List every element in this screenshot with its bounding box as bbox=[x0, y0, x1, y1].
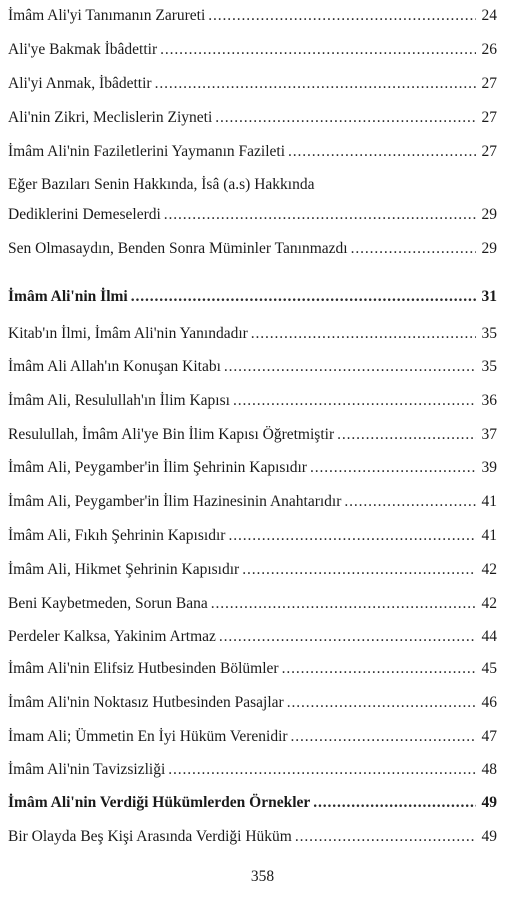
toc-entry bbox=[8, 693, 497, 713]
toc-leader-dots bbox=[288, 142, 476, 162]
toc-entry-page: 27 bbox=[481, 109, 497, 126]
toc-entry-title: Sen Olmasaydın, Benden Sonra Müminler Tanınmazdı bbox=[8, 240, 348, 257]
toc-entry bbox=[8, 659, 497, 679]
toc-entry-title: İmâm Ali, Hikmet Şehrinin Kapısıdır bbox=[8, 561, 240, 578]
toc-entry bbox=[8, 391, 497, 411]
toc-entry-title: İmâm Ali'nin Tavizsizliği bbox=[8, 761, 166, 778]
toc-entry-title: Ali'nin Zikri, Meclislerin Ziyneti bbox=[8, 109, 213, 126]
toc-entry-page: 45 bbox=[481, 660, 497, 677]
toc-entry bbox=[8, 324, 497, 344]
toc-entry bbox=[8, 727, 497, 747]
toc-entry-page: 46 bbox=[481, 694, 497, 711]
toc-leader-dots bbox=[215, 108, 476, 128]
toc-entry-page: 41 bbox=[481, 493, 497, 510]
toc-entry-first-line bbox=[8, 175, 497, 195]
toc-entry-page: 42 bbox=[481, 595, 497, 612]
toc-leader-dots bbox=[224, 357, 476, 377]
toc-entry bbox=[8, 74, 497, 94]
toc-entry bbox=[8, 6, 497, 26]
toc-entry-title: İmâm Ali, Resulullah'ın İlim Kapısı bbox=[8, 392, 230, 409]
toc-entry-title: İmam Ali; Ümmetin En İyi Hüküm Verenidir bbox=[8, 728, 288, 745]
toc-entry-title: Dediklerini Demeselerdi bbox=[8, 206, 161, 223]
toc-entry bbox=[8, 239, 497, 259]
toc-entry bbox=[8, 594, 497, 614]
toc-entry bbox=[8, 627, 497, 647]
toc-entry-title: Ali'ye Bakmak İbâdettir bbox=[8, 41, 158, 58]
toc-entry-page: 24 bbox=[481, 7, 497, 24]
toc-entry-page: 49 bbox=[481, 828, 497, 845]
toc-entry-title: Perdeler Kalksa, Yakinim Artmaz bbox=[8, 628, 216, 645]
toc-entry bbox=[8, 357, 497, 377]
toc-leader-dots bbox=[351, 239, 476, 259]
page-number: 358 bbox=[250, 868, 275, 885]
toc-leader-dots bbox=[295, 827, 476, 847]
toc-entry-page: 48 bbox=[481, 761, 497, 778]
toc-leader-dots bbox=[242, 560, 476, 580]
toc-entry-page: 27 bbox=[481, 75, 497, 92]
toc-entry bbox=[8, 560, 497, 580]
toc-leader-dots bbox=[344, 492, 476, 512]
toc-leader-dots bbox=[287, 693, 476, 713]
toc-leader-dots bbox=[310, 458, 476, 478]
toc-entry bbox=[8, 40, 497, 60]
toc-entry-title: İmâm Ali'nin Faziletlerini Yaymanın Fazileti bbox=[8, 143, 286, 160]
toc-entry-page: 35 bbox=[481, 358, 497, 375]
toc-entry-page: 36 bbox=[481, 392, 497, 409]
toc-entry-page: 27 bbox=[481, 143, 497, 160]
toc-entry-page: 49 bbox=[481, 794, 497, 811]
toc-entry-page: 44 bbox=[481, 628, 497, 645]
toc-entry-title: İmâm Ali, Peygamber'in İlim Şehrinin Kapısıdır bbox=[8, 459, 307, 476]
toc-entry-title: Beni Kaybetmeden, Sorun Bana bbox=[8, 595, 208, 612]
toc-leader-dots bbox=[160, 40, 476, 60]
toc-leader-dots bbox=[208, 6, 476, 26]
toc-section-heading bbox=[8, 287, 497, 307]
toc-entry-title: İmâm Ali, Fıkıh Şehrinin Kapısıdır bbox=[8, 527, 226, 544]
toc-entry bbox=[8, 492, 497, 512]
toc-entry bbox=[8, 425, 497, 445]
toc-leader-dots bbox=[233, 391, 476, 411]
toc-entry-title: İmâm Ali'yi Tanımanın Zarureti bbox=[8, 7, 206, 24]
toc-leader-dots bbox=[251, 324, 476, 344]
toc-entry bbox=[8, 142, 497, 162]
toc-entry-title: İmâm Ali'nin İlmi bbox=[8, 288, 128, 305]
toc-leader-dots bbox=[291, 727, 476, 747]
toc-leader-dots bbox=[337, 425, 476, 445]
toc-entry-page: 39 bbox=[481, 459, 497, 476]
toc-entry bbox=[8, 205, 497, 225]
toc-entry-title: Eğer Bazıları Senin Hakkında, İsâ (a.s) Hakkında bbox=[8, 176, 315, 193]
toc-entry-page: 31 bbox=[481, 288, 497, 305]
toc-entry-title: Resulullah, İmâm Ali'ye Bin İlim Kapısı Öğretmiştir bbox=[8, 426, 335, 443]
toc-entry bbox=[8, 760, 497, 780]
toc-entry-page: 29 bbox=[481, 206, 497, 223]
toc-entry bbox=[8, 827, 497, 847]
toc-section-heading bbox=[8, 793, 497, 813]
toc-leader-dots bbox=[131, 287, 476, 307]
toc-entry-page: 42 bbox=[481, 561, 497, 578]
toc-entry-title: İmâm Ali, Peygamber'in İlim Hazinesinin Anahtarıdır bbox=[8, 493, 342, 510]
toc-entry-title: Ali'yi Anmak, İbâdettir bbox=[8, 75, 152, 92]
toc-leader-dots bbox=[219, 627, 476, 647]
toc-leader-dots bbox=[164, 205, 476, 225]
toc-entry-title: İmâm Ali'nin Elifsiz Hutbesinden Bölümler bbox=[8, 660, 279, 677]
toc-leader-dots bbox=[282, 659, 476, 679]
toc-entry-page: 47 bbox=[481, 728, 497, 745]
toc-entry-page: 35 bbox=[481, 325, 497, 342]
toc-leader-dots bbox=[211, 594, 476, 614]
toc-entry-title: İmâm Ali'nin Noktasız Hutbesinden Pasajlar bbox=[8, 694, 284, 711]
toc-entry bbox=[8, 108, 497, 128]
toc-leader-dots bbox=[168, 760, 476, 780]
toc-entry-title: İmâm Ali Allah'ın Konuşan Kitabı bbox=[8, 358, 221, 375]
toc-leader-dots bbox=[228, 526, 476, 546]
toc-entry-page: 29 bbox=[481, 240, 497, 257]
toc-leader-dots bbox=[313, 793, 476, 813]
toc-entry bbox=[8, 458, 497, 478]
toc-entry-title: Bir Olayda Beş Kişi Arasında Verdiği Hüküm bbox=[8, 828, 292, 845]
toc-entry-title: Kitab'ın İlmi, İmâm Ali'nin Yanındadır bbox=[8, 325, 248, 342]
toc-entry bbox=[8, 526, 497, 546]
toc-entry-page: 26 bbox=[481, 41, 497, 58]
toc-entry-title: İmâm Ali'nin Verdiği Hükümlerden Örnekler bbox=[8, 794, 311, 811]
toc-entry-page: 41 bbox=[481, 527, 497, 544]
toc-leader-dots bbox=[155, 74, 476, 94]
toc-entry-page: 37 bbox=[481, 426, 497, 443]
